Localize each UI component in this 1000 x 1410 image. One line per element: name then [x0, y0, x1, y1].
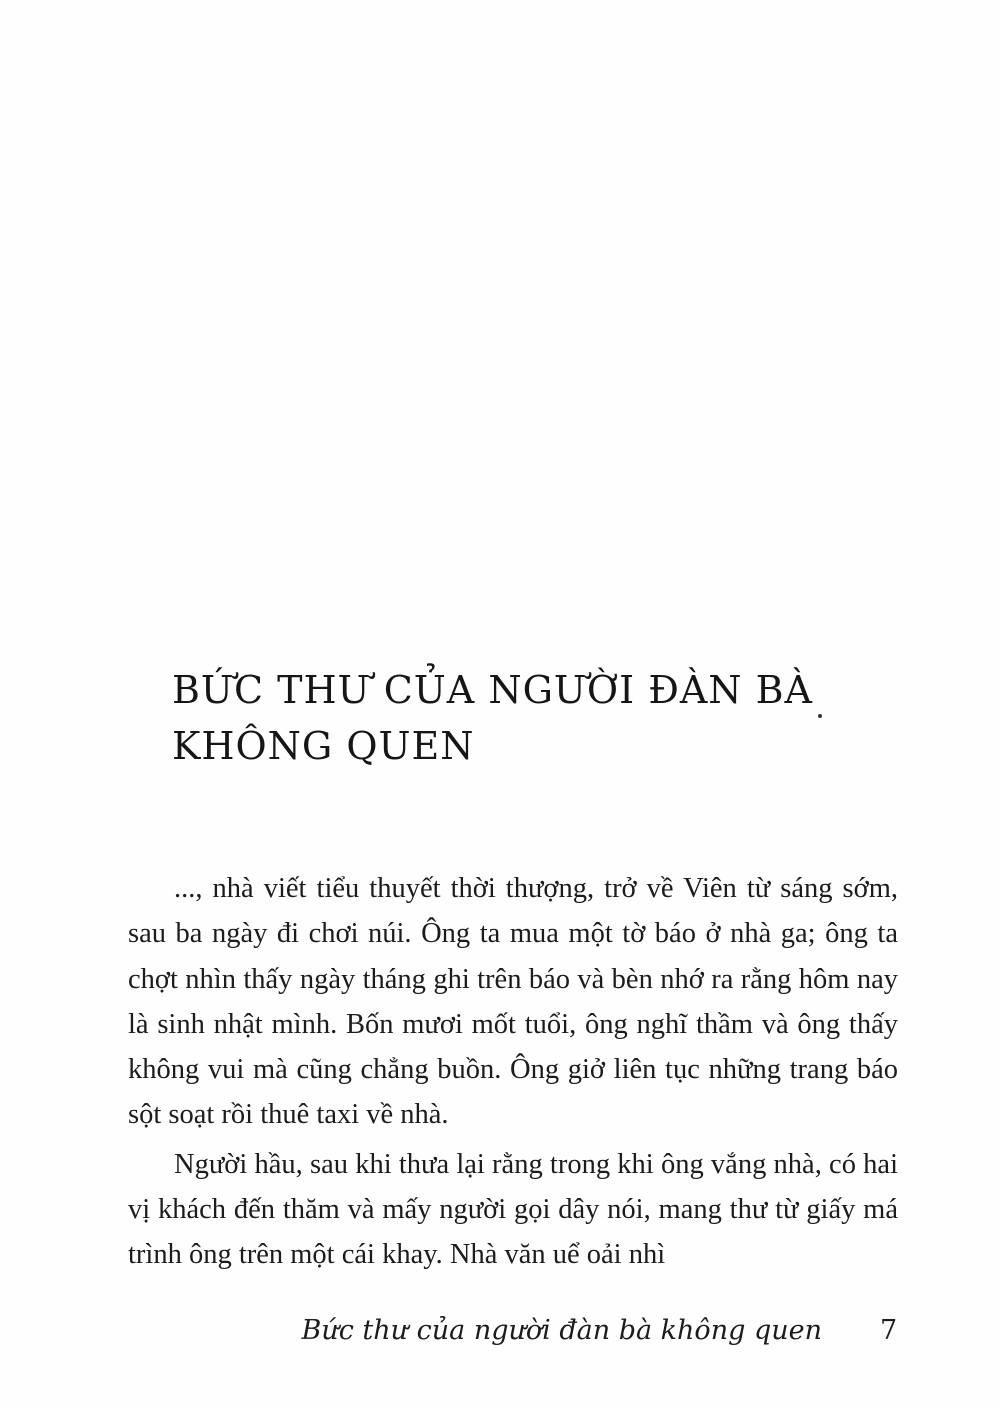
paragraph-1: ..., nhà viết tiểu thuyết thời thượng, trở về Viên từ sáng sớm, sau ba ngày đi chơi núi. Ông ta mua một tờ báo ở nhà ga; ông ta chợt nhìn thấy ngày tháng ghi trên báo và bèn nhớ ra rằng hôm nay là sinh nhật mình. Bốn mươi mốt tuổi, ông nghĩ thầm và ông thấy không vui mà cũng chẳng buồn. Ông giở liên tục những trang báo sột soạt rồi thuê taxi về nhà. [128, 873, 898, 1131]
ink-speck [818, 714, 822, 718]
body-text [128, 866, 898, 1282]
page-footer [0, 1306, 1000, 1356]
chapter-title: BỨC THƯ CỦA NGƯỜI ĐÀN BÀ KHÔNG QUEN [172, 668, 813, 768]
page-number: 7 [880, 1315, 898, 1346]
paragraph-2: Người hầu, sau khi thưa lại rằng trong khi ông vắng nhà, có hai vị khách đến thăm và mấy người gọi dây nói, mang thư từ giấy má trình ông trên một cái khay. Nhà văn uể oải nhì [128, 1148, 898, 1271]
running-title: Bức thư của người đàn bà không quen [301, 1315, 822, 1346]
